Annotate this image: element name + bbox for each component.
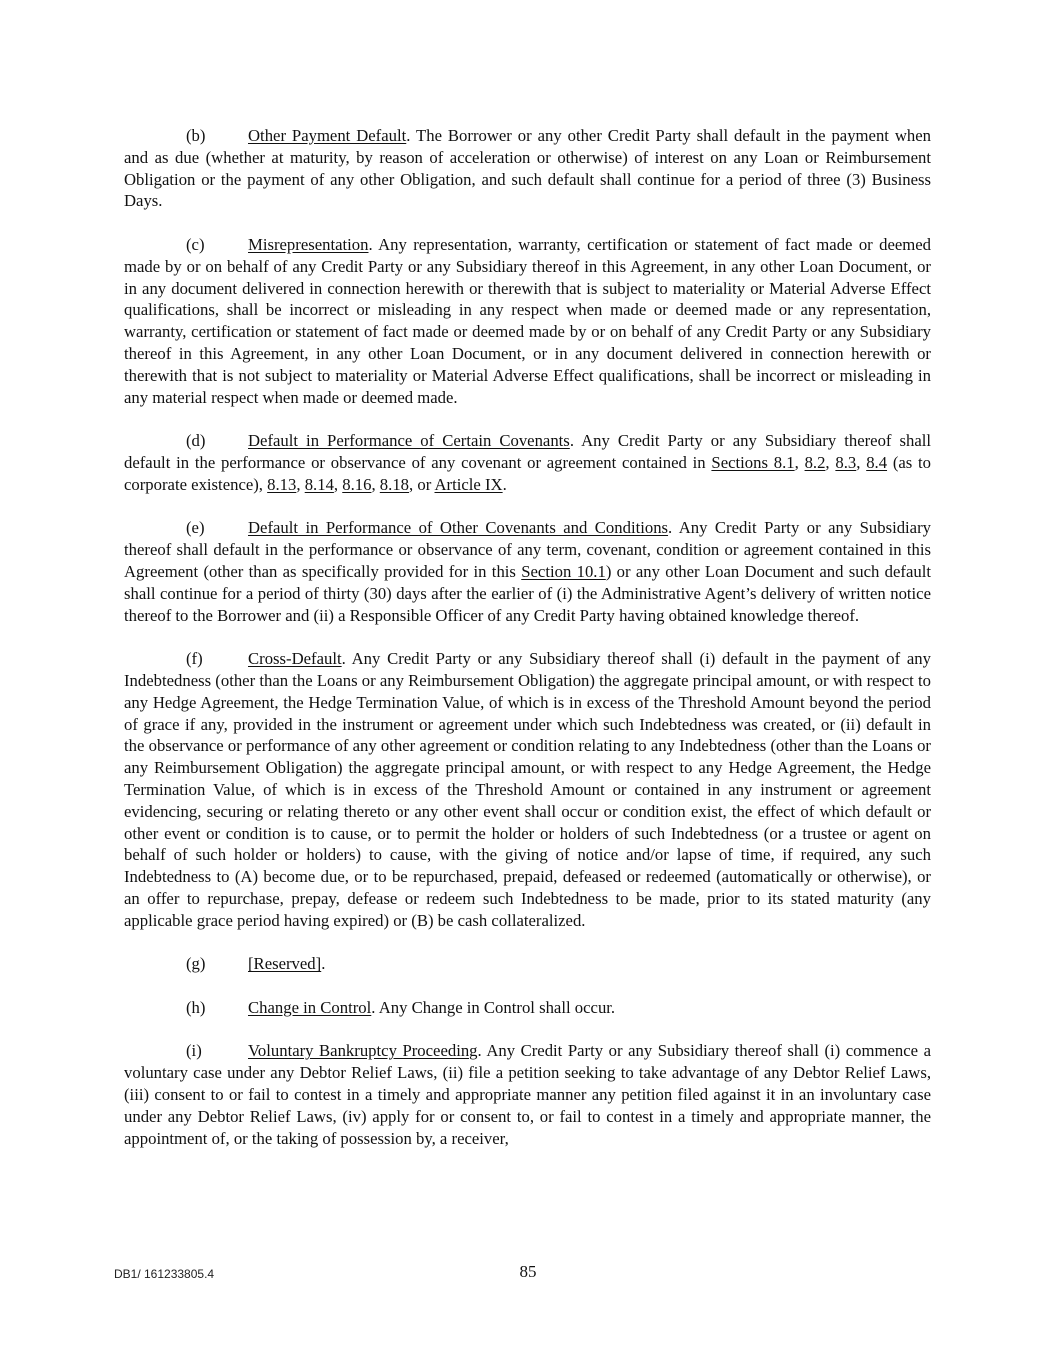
section-reference: 8.18 — [379, 474, 409, 494]
section-reference: 8.16 — [342, 474, 372, 494]
section-paragraph — [124, 648, 931, 931]
section-reference: 8.14 — [304, 474, 334, 494]
section-heading: Change in Control — [248, 997, 372, 1017]
section-paragraph — [124, 517, 931, 626]
document-body — [124, 125, 931, 1149]
section-heading: Default in Performance of Other Covenants and Conditions — [248, 518, 669, 538]
section-text: . Any Credit Party or any Subsidiary thereof shall default in the performance or observance of any covenant or agreement contained in — [124, 431, 932, 472]
section-reference: 8.2 — [804, 452, 826, 472]
section-text: . Any Credit Party or any Subsidiary thereof shall default in the performance or observance of any term, covenant, condition or agreement contained in this Agreement (other than as specifically provided for in this — [124, 518, 931, 581]
section-heading: [Reserved] — [248, 954, 322, 974]
section-heading: Misrepresentation — [248, 234, 369, 254]
section-heading: Other Payment Default — [248, 126, 407, 145]
section-paragraph — [124, 1040, 931, 1149]
section-text: . Any Credit Party or any Subsidiary thereof shall (i) commence a voluntary case under any Debtor Relief Laws, (ii) file a petition seeking to take advantage of any Debtor Relief Laws, (iii) consent to or fail to contest in a timely and appropriate manner any petition filed against it in an involuntary case under any Debtor Relief Laws, (iv) apply for or consent to, or fail to contest in a timely and appropriate manner, the appointment of, or the taking of possession by, a receiver, — [124, 1041, 931, 1148]
section-reference: 8.3 — [835, 452, 857, 472]
section-text: , — [371, 474, 380, 494]
section-paragraph — [124, 125, 931, 212]
section-number: (d) — [186, 431, 206, 451]
section-reference: 8.13 — [267, 474, 297, 494]
page-number: 85 — [519, 1262, 537, 1281]
section-text: , or — [409, 474, 435, 494]
section-text: , — [794, 452, 805, 472]
section-text: (as to corporate existence), — [124, 452, 932, 494]
section-number: (c) — [186, 234, 205, 254]
section-heading: Default in Performance of Certain Covenants — [248, 431, 570, 451]
section-text: . Any Credit Party or any Subsidiary thereof shall (i) default in the payment of any Indebtedness (other than the Loans or any Reimbursement Obligation) the aggregate principal amount, or with respect to any Hedge Agreement, the Hedge Termination Value, of which is in excess of the Threshold Amount beyond the period of grace if any, provided in the instrument or agreement under which such Indebtedness was created, or (ii) default in the observance or performance of any other agreement or condition relating to any Indebtedness (other than the Loans or any Reimbursement Obligation) the aggregate principal amount, or with respect to any Hedge Agreement, the Hedge Termination Value, of which is in excess of the Threshold Amount or contained in any instrument or agreement evidencing, securing or relating thereto or any other event shall occur or condition exist, the effect of which default or other event or condition is to cause, or to permit the holder or holders of such Indebtedness (or a trustee or agent on behalf of such holder or holders) to cause, with the giving of notice and/or lapse of time, if required, any such Indebtedness to (A) become due, or to be repurchased, prepaid, defeased or redeemed (automatically or otherwise), or an offer to repurchase, prepay, defease or redeem such Indebtedness to be made, prior to its stated maturity (any applicable grace period having expired) or (B) be cash collateralized. — [124, 649, 931, 930]
section-number: (b) — [186, 126, 206, 145]
section-paragraph — [124, 997, 931, 1019]
section-text: , — [825, 452, 836, 472]
section-reference: Section 10.1 — [521, 561, 606, 581]
section-text: . The Borrower or any other Credit Party shall default in the payment when and as due (whether at maturity, by reason of acceleration or otherwise) of interest on any Loan or Reimbursement Obligation or the payment of any other Obligation, and such default shall continue for a period of three (3) Business Days. — [124, 126, 931, 211]
section-paragraph — [124, 234, 931, 408]
section-heading: Voluntary Bankruptcy Proceeding — [248, 1041, 478, 1061]
section-number: (e) — [186, 518, 205, 538]
section-number: (i) — [186, 1041, 202, 1061]
section-reference: Article IX — [434, 474, 503, 494]
section-list — [124, 125, 931, 1149]
section-number: (f) — [186, 649, 203, 669]
section-reference: Sections 8.1 — [711, 452, 795, 472]
section-text: ) or any other Loan Document and such default shall continue for a period of thirty (30) days after the earlier of (i) the Administrative Agent’s delivery of written notice thereof to the Borrower and (ii) a Responsible Officer of any Credit Party having obtained knowledge thereof. — [124, 561, 931, 625]
section-text: . Any representation, warranty, certification or statement of fact made or deemed made by or on behalf of any Credit Party or any Subsidiary thereof in this Agreement, in any other Loan Document, or in any document delivered in connection herewith or therewith that is subject to materiality or Material Adverse Effect qualifications, shall be incorrect or misleading in any respect when made or deemed made or any representation, warranty, certification or statement of fact made or deemed made by or on behalf of any Credit Party or any Subsidiary thereof in this Agreement, in any other Loan Document, or in any document delivered in connection herewith or therewith that is not subject to materiality or Material Adverse Effect qualifications, shall be incorrect or misleading in any material respect when made or deemed made. — [124, 234, 931, 407]
section-text: . — [502, 474, 507, 494]
section-number: (h) — [186, 997, 206, 1017]
section-reference: 8.4 — [866, 452, 888, 472]
section-number: (g) — [186, 954, 206, 974]
section-text: , — [296, 474, 305, 494]
section-text: . — [321, 954, 326, 974]
section-heading: Cross-Default — [248, 649, 342, 669]
section-text: , — [333, 474, 343, 494]
document-id: DB1/ 161233805.4 — [114, 1267, 215, 1281]
section-paragraph — [124, 430, 931, 495]
section-text: . Any Change in Control shall occur. — [371, 997, 616, 1017]
section-text: , — [856, 452, 867, 472]
section-paragraph — [124, 953, 931, 975]
